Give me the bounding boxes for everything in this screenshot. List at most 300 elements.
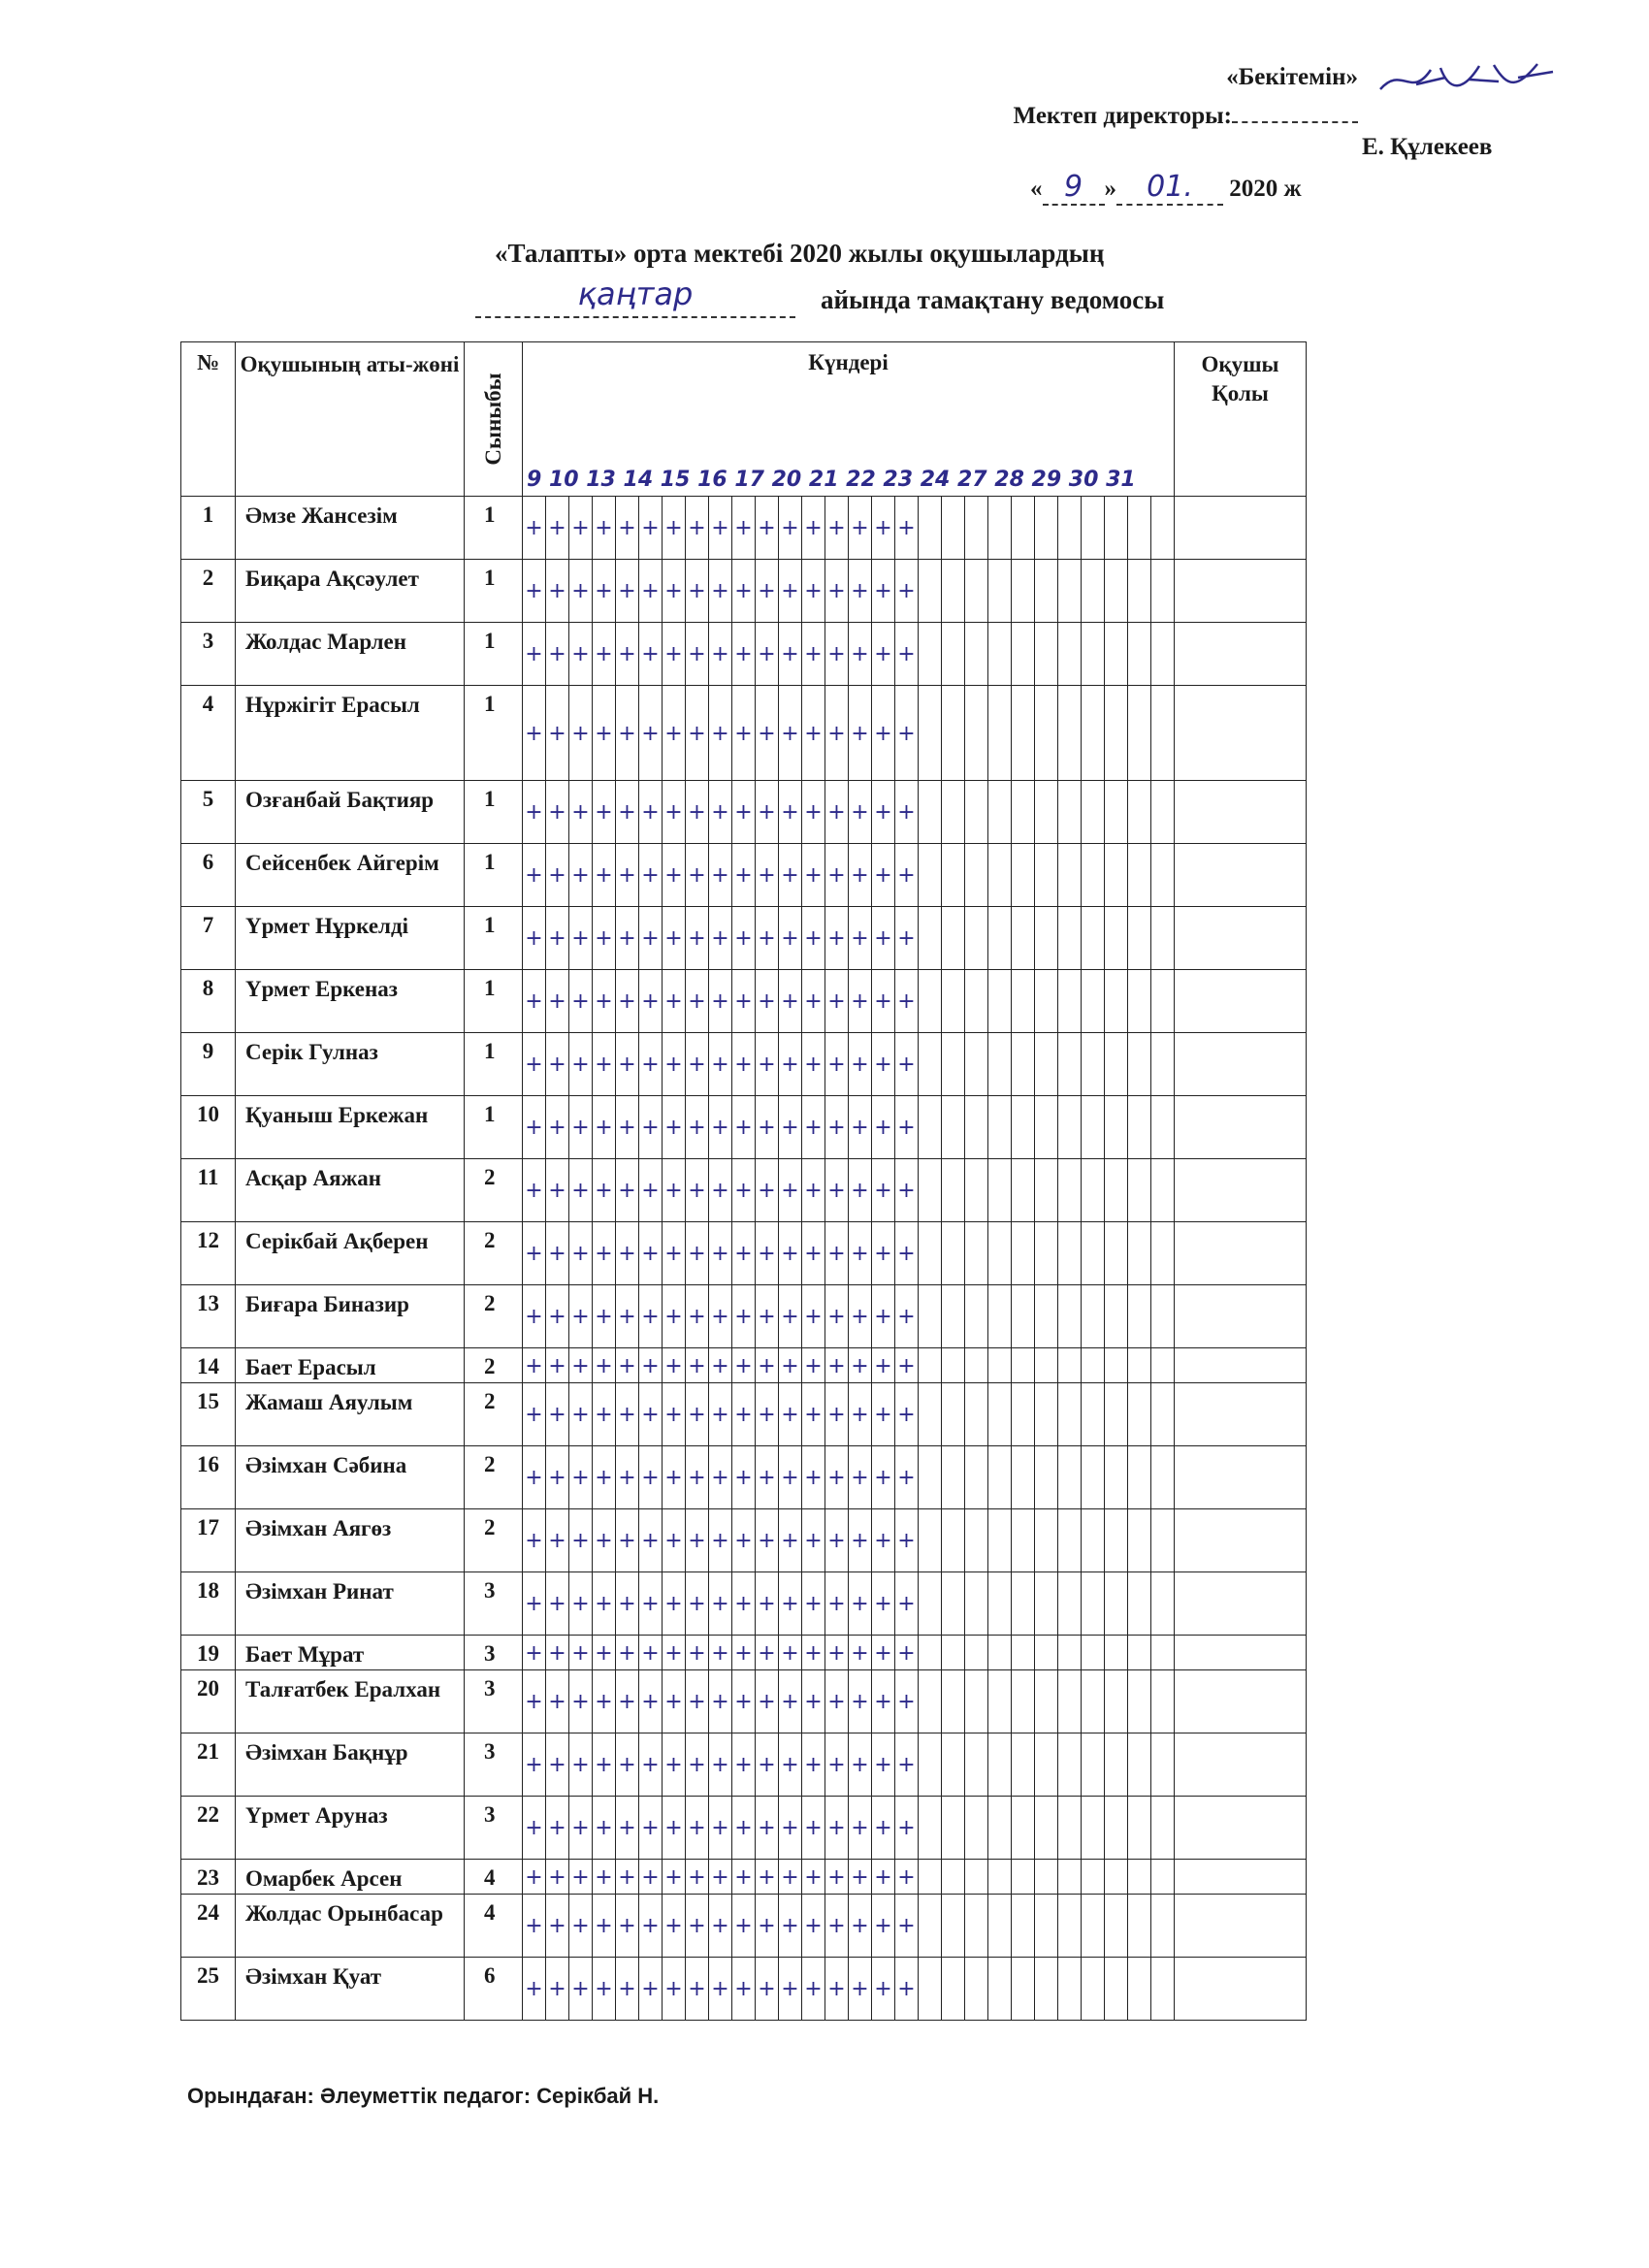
day-cell <box>849 1285 872 1348</box>
day-cell <box>849 1222 872 1285</box>
day-cell <box>1105 497 1128 560</box>
attendance-mark: + <box>688 863 706 888</box>
attendance-mark: + <box>525 642 543 666</box>
day-cell <box>919 1222 942 1285</box>
student-name: Бает Мұрат <box>236 1636 465 1670</box>
day-cell <box>919 686 942 781</box>
day-cell <box>663 970 686 1033</box>
approve-label: «Бекітемін» <box>1226 64 1358 90</box>
header-num: № <box>181 342 236 497</box>
day-cell <box>849 781 872 844</box>
day-cell <box>663 1446 686 1509</box>
day-cell <box>1012 1096 1035 1159</box>
day-cell <box>709 1348 732 1383</box>
day-cell <box>1151 1860 1175 1895</box>
day-cell <box>593 1033 616 1096</box>
day-cell <box>802 1860 825 1895</box>
day-cell <box>1035 1033 1058 1096</box>
attendance-mark: + <box>641 989 660 1014</box>
day-cell <box>1082 1797 1105 1860</box>
day-cell <box>1128 1159 1151 1222</box>
attendance-mark: + <box>874 1977 892 2001</box>
day-cell <box>1058 1033 1082 1096</box>
day-cell <box>988 1958 1012 2021</box>
day-cell <box>825 844 849 907</box>
day-cell <box>802 1895 825 1958</box>
day-cell <box>593 1895 616 1958</box>
day-cell <box>709 781 732 844</box>
day-cell <box>988 497 1012 560</box>
day-cell <box>639 781 663 844</box>
day-cell <box>872 1733 895 1797</box>
attendance-mark: + <box>874 1403 892 1427</box>
day-cell <box>616 1222 639 1285</box>
day-cell <box>756 1572 779 1636</box>
attendance-mark: + <box>664 642 683 666</box>
attendance-mark: + <box>781 1753 799 1777</box>
day-cell <box>1151 1159 1175 1222</box>
day-cell <box>802 623 825 686</box>
day-cell <box>1082 970 1105 1033</box>
day-cell <box>779 1958 802 2021</box>
day-cell <box>779 1285 802 1348</box>
attendance-mark: + <box>571 1353 590 1378</box>
day-cell <box>825 1509 849 1572</box>
student-name: Жамаш Аяулым <box>236 1383 465 1446</box>
attendance-mark: + <box>525 1529 543 1553</box>
day-cell <box>942 1733 965 1797</box>
attendance-mark: + <box>618 1816 636 1840</box>
attendance-mark: + <box>851 1053 869 1077</box>
day-cell <box>849 1348 872 1383</box>
day-cell <box>849 1958 872 2021</box>
attendance-mark: + <box>781 1864 799 1890</box>
day-cell <box>988 1222 1012 1285</box>
day-cell <box>779 1159 802 1222</box>
table-row <box>181 497 1307 560</box>
attendance-mark: + <box>758 1305 776 1329</box>
attendance-mark: + <box>734 516 753 540</box>
day-cell <box>1035 686 1058 781</box>
attendance-mark: + <box>734 1753 753 1777</box>
day-cell <box>895 1348 919 1383</box>
day-cell <box>1105 1733 1128 1797</box>
attendance-mark: + <box>571 1640 590 1666</box>
day-cell <box>825 560 849 623</box>
attendance-mark: + <box>548 1403 566 1427</box>
attendance-mark: + <box>641 1179 660 1203</box>
day-cell <box>639 970 663 1033</box>
attendance-mark: + <box>595 1353 613 1378</box>
attendance-mark: + <box>781 721 799 746</box>
row-number: 18 <box>181 1572 236 1636</box>
day-cell <box>802 844 825 907</box>
day-cell <box>732 1383 756 1446</box>
day-cell <box>1035 1383 1058 1446</box>
attendance-mark: + <box>758 1864 776 1890</box>
day-cell <box>872 1958 895 2021</box>
day-cell <box>1035 907 1058 970</box>
day-cell <box>988 1509 1012 1572</box>
attendance-mark: + <box>595 926 613 951</box>
attendance-mark: + <box>618 1690 636 1714</box>
day-cell <box>686 1509 709 1572</box>
day-cell <box>1058 1222 1082 1285</box>
table-row <box>181 1958 1307 2021</box>
day-cell <box>1012 1285 1035 1348</box>
attendance-mark: + <box>688 1353 706 1378</box>
day-cell <box>616 1572 639 1636</box>
day-cell <box>569 1446 593 1509</box>
attendance-mark: + <box>595 1816 613 1840</box>
day-cell <box>639 1285 663 1348</box>
attendance-mark: + <box>571 800 590 825</box>
attendance-mark: + <box>851 989 869 1014</box>
student-signature-cell <box>1175 1222 1307 1285</box>
attendance-mark: + <box>781 1305 799 1329</box>
day-cell <box>593 907 616 970</box>
day-cell <box>965 1797 988 1860</box>
day-cell <box>849 686 872 781</box>
attendance-mark: + <box>874 989 892 1014</box>
attendance-mark: + <box>525 1305 543 1329</box>
day-cell <box>1128 1797 1151 1860</box>
row-number: 5 <box>181 781 236 844</box>
day-cell <box>1035 1895 1058 1958</box>
table-row <box>181 844 1307 907</box>
day-cell <box>593 781 616 844</box>
student-grade: 2 <box>465 1348 523 1383</box>
day-cell <box>756 1670 779 1733</box>
attendance-mark: + <box>618 1753 636 1777</box>
attendance-mark: + <box>804 1242 823 1266</box>
day-cell <box>965 844 988 907</box>
day-cell <box>1082 1383 1105 1446</box>
student-grade: 2 <box>465 1509 523 1572</box>
student-signature-cell <box>1175 1670 1307 1733</box>
attendance-mark: + <box>851 926 869 951</box>
table-row <box>181 1159 1307 1222</box>
day-cell <box>1082 1733 1105 1797</box>
day-cell <box>895 560 919 623</box>
day-cell <box>919 1509 942 1572</box>
attendance-mark: + <box>571 1864 590 1890</box>
day-cell <box>1128 1860 1151 1895</box>
row-number: 7 <box>181 907 236 970</box>
day-cell <box>686 1222 709 1285</box>
attendance-mark: + <box>664 1592 683 1616</box>
attendance-mark: + <box>618 1864 636 1890</box>
day-cell <box>1058 1572 1082 1636</box>
attendance-mark: + <box>571 1690 590 1714</box>
attendance-mark: + <box>688 1179 706 1203</box>
day-cell <box>593 1670 616 1733</box>
attendance-mark: + <box>758 989 776 1014</box>
attendance-mark: + <box>804 1640 823 1666</box>
day-cell <box>802 1348 825 1383</box>
attendance-mark: + <box>897 1179 916 1203</box>
day-cell <box>942 686 965 781</box>
day-cell <box>546 1895 569 1958</box>
day-cell <box>779 497 802 560</box>
day-cell <box>1105 1958 1128 2021</box>
day-cell <box>825 1958 849 2021</box>
day-cell <box>942 497 965 560</box>
student-name: Талғатбек Ералхан <box>236 1670 465 1733</box>
day-cell <box>686 1446 709 1509</box>
day-cell <box>988 1383 1012 1446</box>
student-signature-cell <box>1175 781 1307 844</box>
attendance-mark: + <box>688 1753 706 1777</box>
day-cell <box>919 844 942 907</box>
day-cell <box>849 1895 872 1958</box>
day-cell <box>1128 623 1151 686</box>
day-cell <box>616 560 639 623</box>
day-cell <box>569 1797 593 1860</box>
student-name: Озғанбай Бақтияр <box>236 781 465 844</box>
day-cell <box>1082 1446 1105 1509</box>
day-cell <box>825 1733 849 1797</box>
attendance-mark: + <box>664 1816 683 1840</box>
day-cell <box>639 1797 663 1860</box>
day-cell <box>849 497 872 560</box>
attendance-mark: + <box>874 1592 892 1616</box>
day-cell <box>523 1383 546 1446</box>
day-cell <box>965 907 988 970</box>
row-number: 24 <box>181 1895 236 1958</box>
day-cell <box>569 1895 593 1958</box>
attendance-mark: + <box>897 1353 916 1378</box>
attendance-mark: + <box>897 1053 916 1077</box>
day-cell <box>616 1285 639 1348</box>
day-cell <box>569 970 593 1033</box>
day-cell <box>965 1446 988 1509</box>
table-header-row <box>181 342 1307 497</box>
day-cell <box>1012 560 1035 623</box>
day-cell <box>895 623 919 686</box>
day-cell <box>919 781 942 844</box>
attendance-mark: + <box>525 579 543 603</box>
day-cell <box>686 623 709 686</box>
day-cell <box>965 1509 988 1572</box>
day-cell <box>1035 1446 1058 1509</box>
day-cell <box>965 970 988 1033</box>
day-cell <box>802 1285 825 1348</box>
day-cell <box>849 907 872 970</box>
row-number: 3 <box>181 623 236 686</box>
attendance-mark: + <box>548 800 566 825</box>
day-cell <box>663 1895 686 1958</box>
attendance-mark: + <box>874 1242 892 1266</box>
day-cell <box>546 1348 569 1383</box>
day-cell <box>1151 1670 1175 1733</box>
attendance-mark: + <box>664 800 683 825</box>
table-row <box>181 1222 1307 1285</box>
day-cell <box>1058 686 1082 781</box>
day-cell <box>663 686 686 781</box>
attendance-mark: + <box>525 1403 543 1427</box>
attendance-mark: + <box>874 516 892 540</box>
day-cell <box>825 1033 849 1096</box>
table-row <box>181 1509 1307 1572</box>
day-cell <box>779 1895 802 1958</box>
day-cell <box>1105 1383 1128 1446</box>
attendance-mark: + <box>851 1529 869 1553</box>
day-cell <box>942 1383 965 1446</box>
attendance-mark: + <box>711 1690 729 1714</box>
day-cell <box>663 1348 686 1383</box>
day-cell <box>1128 1895 1151 1958</box>
day-cell <box>1151 1797 1175 1860</box>
day-cell <box>1012 1797 1035 1860</box>
attendance-mark: + <box>595 1179 613 1203</box>
attendance-mark: + <box>688 1690 706 1714</box>
day-cell <box>779 1670 802 1733</box>
day-cell <box>523 1733 546 1797</box>
row-number: 6 <box>181 844 236 907</box>
attendance-mark: + <box>851 1816 869 1840</box>
day-cell <box>988 844 1012 907</box>
day-cell <box>1082 1159 1105 1222</box>
day-cell <box>988 686 1012 781</box>
attendance-mark: + <box>781 863 799 888</box>
day-cell <box>686 560 709 623</box>
attendance-mark: + <box>548 721 566 746</box>
day-cell <box>872 1348 895 1383</box>
attendance-mark: + <box>758 1914 776 1938</box>
day-cell <box>593 686 616 781</box>
attendance-mark: + <box>618 800 636 825</box>
row-number: 16 <box>181 1446 236 1509</box>
attendance-mark: + <box>734 1592 753 1616</box>
attendance-mark: + <box>571 1116 590 1140</box>
attendance-mark: + <box>571 579 590 603</box>
day-cell <box>779 560 802 623</box>
day-cell <box>1035 844 1058 907</box>
attendance-mark: + <box>711 989 729 1014</box>
attendance-mark: + <box>874 579 892 603</box>
student-name: Биқара Ақсәулет <box>236 560 465 623</box>
table-row <box>181 1446 1307 1509</box>
attendance-mark: + <box>548 1816 566 1840</box>
day-cell <box>546 1860 569 1895</box>
day-cell <box>616 1895 639 1958</box>
attendance-mark: + <box>758 1179 776 1203</box>
day-cell <box>616 1797 639 1860</box>
day-cell <box>965 1348 988 1383</box>
attendance-mark: + <box>804 1753 823 1777</box>
row-number: 14 <box>181 1348 236 1383</box>
day-cell <box>663 781 686 844</box>
day-cell <box>895 1733 919 1797</box>
day-cell <box>523 781 546 844</box>
attendance-mark: + <box>618 1466 636 1490</box>
day-cell <box>825 623 849 686</box>
attendance-mark: + <box>688 1466 706 1490</box>
student-grade: 6 <box>465 1958 523 2021</box>
day-cell <box>523 623 546 686</box>
attendance-mark: + <box>525 800 543 825</box>
attendance-mark: + <box>781 1242 799 1266</box>
day-cell <box>919 1572 942 1636</box>
student-signature-cell <box>1175 1383 1307 1446</box>
day-cell <box>732 1636 756 1670</box>
row-number: 4 <box>181 686 236 781</box>
attendance-mark: + <box>804 863 823 888</box>
day-cell <box>1128 1383 1151 1446</box>
day-cell <box>686 1348 709 1383</box>
day-cell <box>709 970 732 1033</box>
attendance-mark: + <box>711 1053 729 1077</box>
student-name: Жолдас Орынбасар <box>236 1895 465 1958</box>
day-cell <box>756 1958 779 2021</box>
table-row <box>181 1636 1307 1670</box>
day-cell <box>988 1895 1012 1958</box>
student-signature-cell <box>1175 1895 1307 1958</box>
day-cell <box>802 1222 825 1285</box>
day-cell <box>1105 1222 1128 1285</box>
day-cell <box>546 970 569 1033</box>
attendance-mark: + <box>851 1179 869 1203</box>
attendance-mark: + <box>734 1816 753 1840</box>
day-cell <box>1058 1446 1082 1509</box>
attendance-mark: + <box>571 1242 590 1266</box>
day-cell <box>593 1222 616 1285</box>
day-cell <box>988 1446 1012 1509</box>
title-line2-text: айында тамақтану ведомосы <box>821 285 1165 314</box>
day-cell <box>756 1383 779 1446</box>
day-cell <box>872 1895 895 1958</box>
day-cell <box>988 1159 1012 1222</box>
attendance-mark: + <box>571 1403 590 1427</box>
attendance-mark: + <box>827 989 846 1014</box>
student-signature-cell <box>1175 1733 1307 1797</box>
day-cell <box>756 844 779 907</box>
day-cell <box>709 560 732 623</box>
attendance-mark: + <box>827 1816 846 1840</box>
day-cell <box>919 970 942 1033</box>
attendance-mark: + <box>571 721 590 746</box>
day-cell <box>825 1860 849 1895</box>
attendance-mark: + <box>525 1466 543 1490</box>
attendance-mark: + <box>525 1977 543 2001</box>
day-cell <box>1105 844 1128 907</box>
attendance-mark: + <box>641 1690 660 1714</box>
day-cell <box>779 1096 802 1159</box>
day-cell <box>569 907 593 970</box>
attendance-mark: + <box>664 1179 683 1203</box>
day-cell <box>895 1860 919 1895</box>
attendance-mark: + <box>595 1053 613 1077</box>
day-cell <box>663 1222 686 1285</box>
day-cell <box>1012 1733 1035 1797</box>
day-cell <box>1128 1348 1151 1383</box>
attendance-mark: + <box>548 1179 566 1203</box>
day-cell <box>1035 1159 1058 1222</box>
row-number: 10 <box>181 1096 236 1159</box>
day-cell <box>779 844 802 907</box>
table-row <box>181 1096 1307 1159</box>
day-cell <box>732 1096 756 1159</box>
day-cell <box>732 1958 756 2021</box>
day-cell <box>639 844 663 907</box>
student-signature-cell <box>1175 1958 1307 2021</box>
day-cell <box>919 1670 942 1733</box>
attendance-mark: + <box>618 1242 636 1266</box>
student-grade: 1 <box>465 1033 523 1096</box>
day-cell <box>849 1159 872 1222</box>
attendance-mark: + <box>548 1640 566 1666</box>
